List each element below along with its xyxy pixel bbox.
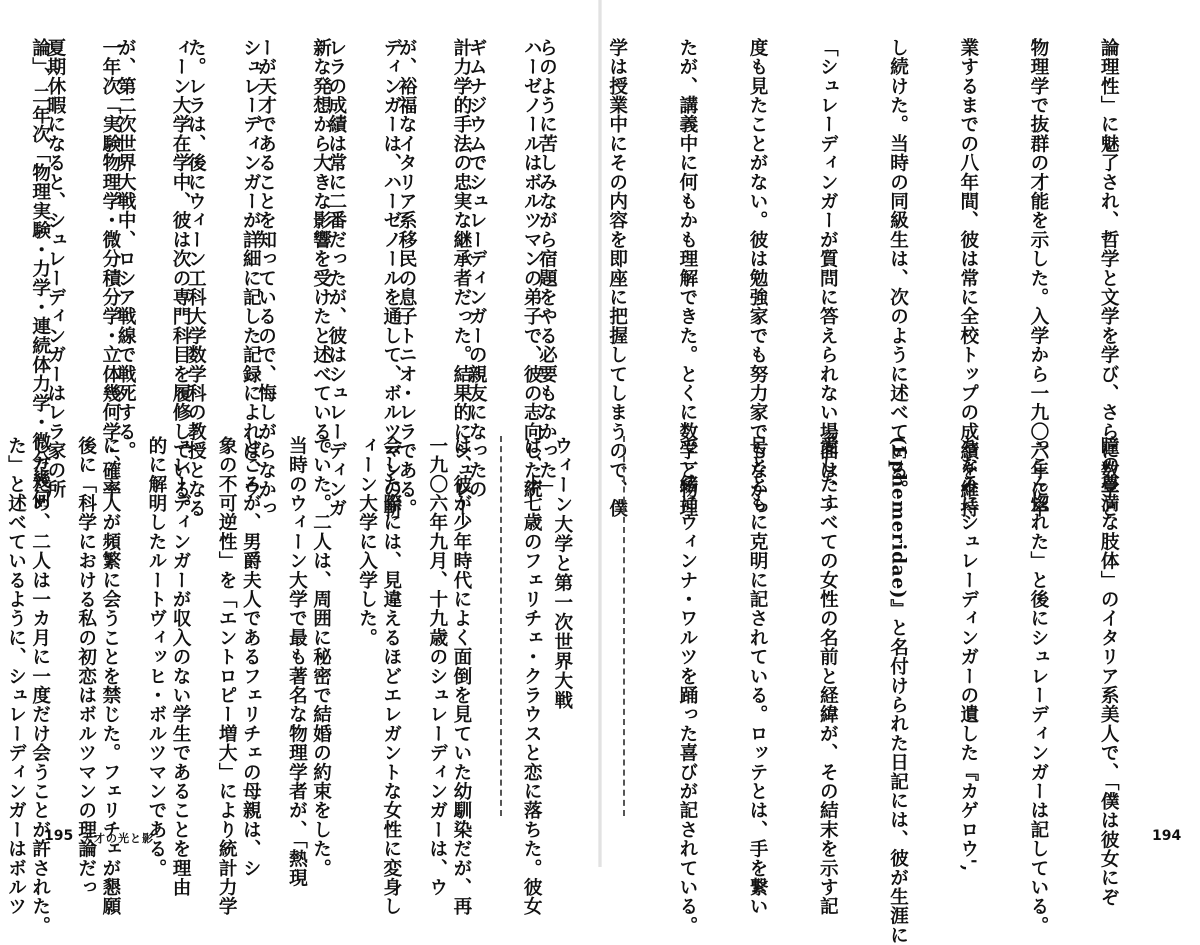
text-line: 号とともに克明に記されている。ロッテとは、手を繋い: [747, 436, 769, 916]
text-line: ィーン大学在学中、彼は次の専門科目を履修している。: [170, 38, 192, 518]
text-line: ちなみにシュレーディンガーの遺した『カゲロウ',: [957, 436, 979, 872]
text-line: は、十七歳のフェリチェ・クラウスと恋に落ちた。彼女: [521, 436, 543, 916]
page-number-left: 195: [44, 828, 74, 844]
text-line: レラの成績は常に二番だったが、彼はシュレーディンガ: [325, 38, 347, 518]
text-line: 論」、二年次「物理実験・力学・連続体力学・微分幾何: [29, 38, 51, 509]
text-line: 夏期休暇になると、シュレーディンガーはレラ家の所: [44, 38, 66, 499]
text-line: たが、講義中に何もかも理解できた。とくに数学と物理: [676, 38, 698, 518]
text-line: 学は授業中にその内容を即座に把握してしまうので、僕: [606, 38, 628, 518]
text-line: 業するまでの八年間、彼は常に全校トップの成績を維持: [957, 38, 979, 518]
text-line: に、二人が頻繁に会うことを禁じた。フェリチェが懇願: [99, 436, 121, 916]
text-line: し続けた。当時の同級生は、次のように述べている。: [887, 38, 909, 499]
text-line: ところが、男爵夫人であるフェリチェの母親は、シ: [240, 436, 262, 878]
text-line: ーが天才であることを知っているので、悔しがらなかっ: [255, 38, 277, 518]
text-line: っこん惚れた」と後にシュレーディンガーは記している。: [1027, 436, 1049, 936]
text-line: 後に「科学における私の初恋はボルツマンの理論だっ: [75, 436, 97, 897]
text-line: た」と述べているように、シュレーディンガーはボルツ: [5, 436, 27, 916]
text-line: 会した際には、見違えるほどエレガントな女性に変身し: [380, 436, 402, 916]
running-title: 天才の光と影: [82, 832, 154, 845]
text-line: 一年次「実験物理学・微分積分学・立体幾何学・確率: [99, 38, 121, 499]
text-line: したため、二人は一カ月に一度だけ会うことが許された。: [29, 436, 51, 936]
text-line: が、裕福なイタリア系移民の息子トニオ・レラである。: [396, 38, 417, 518]
text-line: 計力学的手法の忠実な継承者だった。結果的にシュレー: [450, 38, 472, 518]
text-line: ギムナジウムでシュレーディンガーの親友になったの: [466, 38, 488, 499]
text-line: (Ephemeridae)』と名付けられた日記には、彼が生涯に: [887, 436, 909, 945]
text-line: ハーゼノールはボルツマンの弟子で、彼の志向した統: [521, 38, 543, 499]
text-line: 瞳の豊満な肢体」のイタリア系美人で、「僕は彼女にぞ: [1098, 436, 1120, 907]
text-line: 象の不可逆性」を「エントロピー増大」により統計力学: [216, 436, 238, 916]
text-line: 新な発想から大きな影響を受けたと述べている。: [310, 38, 332, 461]
text-line: 愛したすべての女性の名前と経緯が、その結末を示す記: [817, 436, 839, 916]
text-line: ュレーディンガーが収入のない学生であることを理由: [170, 436, 192, 897]
text-line: 的に解明したルートヴィッヒ・ボルツマンである。: [145, 436, 167, 878]
text-line: 論理性」に魅了され、哲学と文学を学び、さらに数学と: [1098, 38, 1120, 518]
section-heading: ウィーン大学と第一次世界大戦: [551, 436, 573, 711]
text-line: で一緒にウィンナ・ワルツを踊った喜びが記されている。: [676, 436, 698, 936]
text-line: 一九〇六年九月、十九歳のシュレーディンガーは、ウ: [426, 436, 448, 897]
text-line: 度も見たことがない。彼は勉強家でも努力家でもなかっ: [747, 38, 769, 518]
text-line: 当時のウィーン大学で最も著名な物理学者が、「熱現: [286, 436, 308, 888]
text-line: は、彼が少年時代によく面倒を見ていた幼馴染だが、再: [450, 436, 472, 916]
text-line: 物理学で抜群の才能を示した。入学から一九〇六年に卒: [1027, 38, 1049, 518]
text-line: た。レラは、後にウィーン工科大学数学科の教授となる: [185, 38, 207, 518]
page-number-right: 194: [1152, 828, 1182, 844]
text-line: ディンガーは、ハーゼノールを通して、ボルツマンの斬: [380, 38, 402, 518]
text-line: が、第二次世界大戦中、ロシア戦線で戦死する。: [115, 38, 137, 461]
text-line: 「シュレーディンガーが質問に答えられない場面は、一: [817, 38, 839, 518]
text-line: ていた。二人は、周囲に秘密で結婚の約束をした。: [310, 436, 332, 878]
text-line: シュレーディンガーが詳細に記した記録によれば、ウ: [240, 38, 262, 499]
text-line: らのように苦しみながら宿題をやる必要もなかった」: [536, 38, 558, 499]
text-line: ィーン大学に入学した。: [356, 436, 378, 648]
